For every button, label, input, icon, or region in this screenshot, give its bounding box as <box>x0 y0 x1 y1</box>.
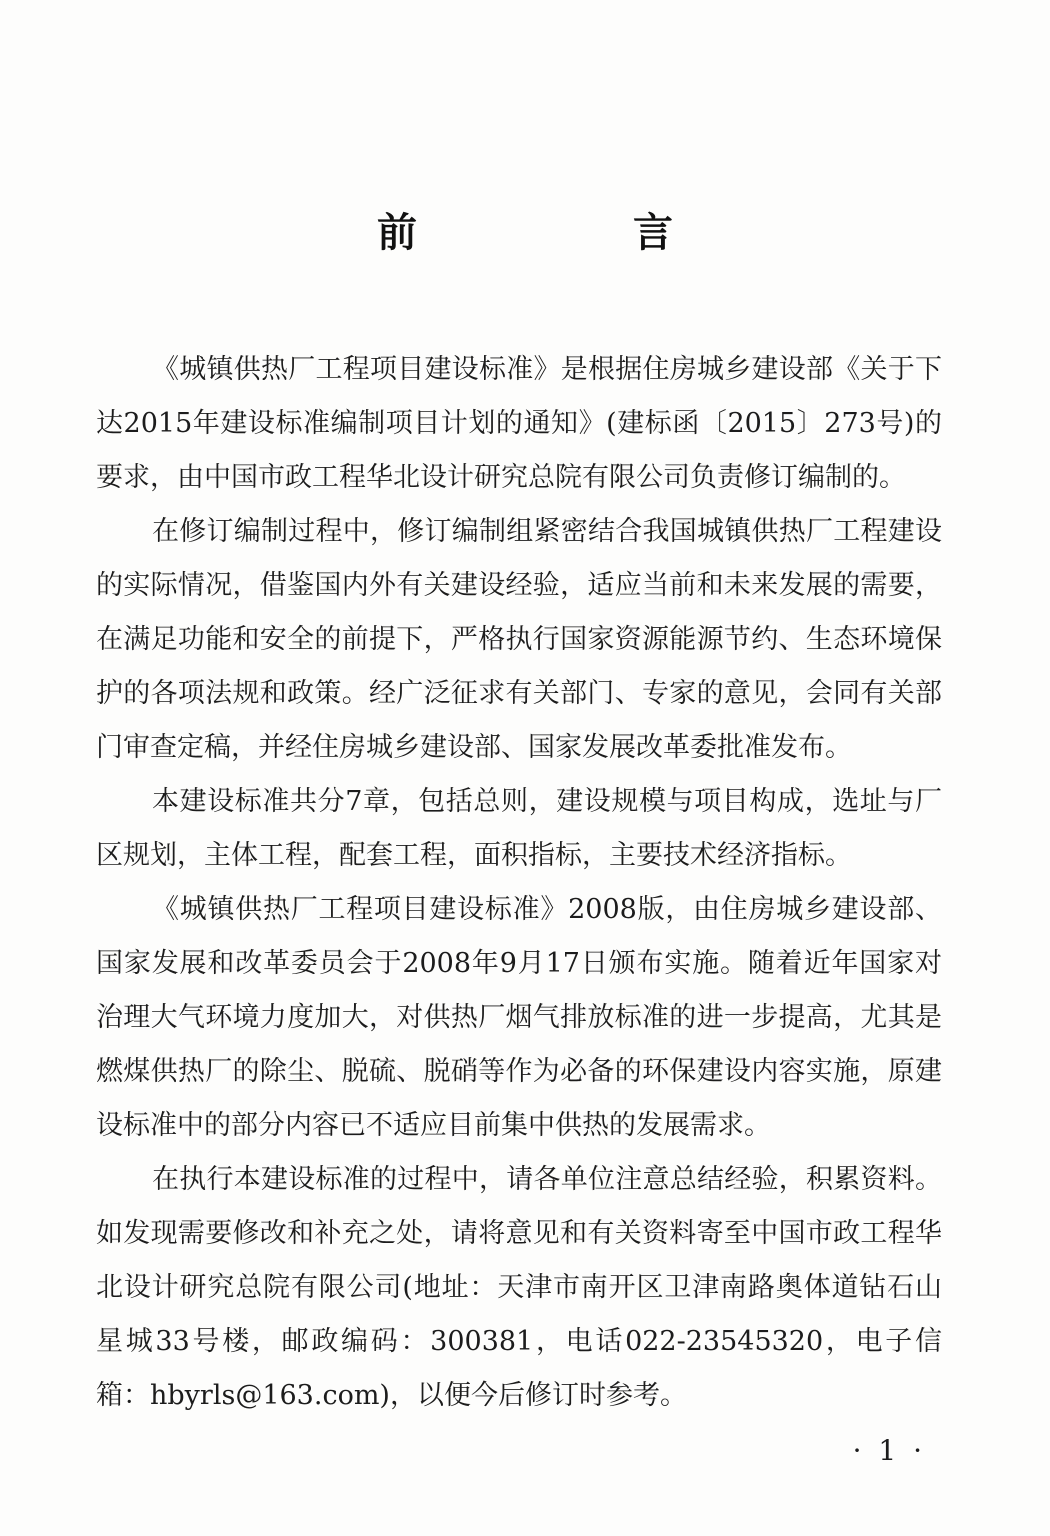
page-title: 前 言 <box>377 210 761 256</box>
page-number: · 1 · <box>852 1434 926 1467</box>
paragraph-origin: 《城镇供热厂工程项目建设标准》是根据住房城乡建设部《关于下达2015年建设标准编制项目计划的通知》(建标函〔2015〕273号)的要求，由中国市政工程华北设计研究总院有限公司负责修订编制的。 <box>96 354 942 493</box>
paragraph-chapters: 本建设标准共分7章，包括总则，建设规模与项目构成，选址与厂区规划，主体工程，配套工程，面积指标，主要技术经济指标。 <box>96 786 942 871</box>
paragraph-feedback: 在执行本建设标准的过程中，请各单位注意总结经验，积累资料。如发现需要修改和补充之处，请将意见和有关资料寄至中国市政工程华北设计研究总院有限公司(地址：天津市南开区卫津南路奥体道钻石山星城33号楼，邮政编码：300381，电话022-23545320，电子信箱：hbyrls@163.com)，以便今后修订时参考。 <box>96 1164 942 1411</box>
paragraph-process: 在修订编制过程中，修订编制组紧密结合我国城镇供热厂工程建设的实际情况，借鉴国内外有关建设经验，适应当前和未来发展的需要，在满足功能和安全的前提下，严格执行国家资源能源节约、生态环境保护的各项法规和政策。经广泛征求有关部门、专家的意见，会同有关部门审查定稿，并经住房城乡建设部、国家发展改革委批准发布。 <box>96 516 942 763</box>
preface-body <box>96 343 942 1423</box>
paragraph-background: 《城镇供热厂工程项目建设标准》2008版，由住房城乡建设部、国家发展和改革委员会于2008年9月17日颁布实施。随着近年国家对治理大气环境力度加大，对供热厂烟气排放标准的进一步提高，尤其是燃煤供热厂的除尘、脱硫、脱硝等作为必备的环保建设内容实施，原建设标准中的部分内容已不适应目前集中供热的发展需求。 <box>96 894 942 1141</box>
